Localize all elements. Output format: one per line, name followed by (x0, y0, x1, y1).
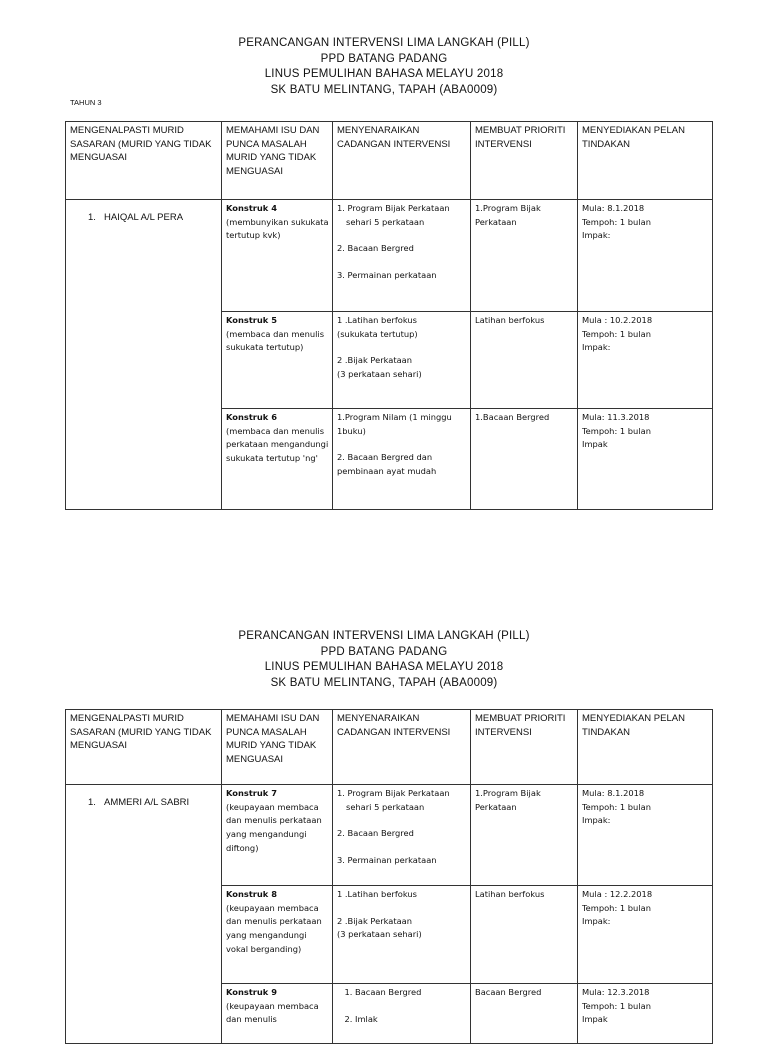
header-row (66, 122, 713, 200)
header-prioriti: MEMBUAT PRIORITI INTERVENSI (471, 122, 578, 200)
header-cadangan: MENYENARAIKAN CADANGAN INTERVENSI (333, 122, 471, 200)
cadangan-list (337, 986, 467, 1026)
header-isu: MEMAHAMI ISU DAN PUNCA MASALAH MURID YANG TIDAK MENGUASAI (222, 122, 333, 200)
cadangan-cell (333, 785, 471, 886)
cadangan-item: 3. Permainan perkataan (337, 855, 437, 866)
header-cadangan: MENYENARAIKAN CADANGAN INTERVENSI (333, 710, 471, 785)
pelan-impak: Impak: (582, 230, 611, 241)
konstruk-desc: (membaca dan menulis sukukata tertutup) (226, 328, 325, 353)
table-row (66, 200, 713, 312)
murid-number: 1. (88, 212, 96, 223)
pelan-cell (578, 785, 713, 886)
prioriti-cell: Latihan berfokus (471, 312, 578, 409)
cadangan-cell (333, 984, 471, 1044)
header-murid: MENGENALPASTI MURID SASARAN (MURID YANG TIDAK MENGUASAI (66, 122, 222, 200)
pelan-impak: Impak: (582, 815, 611, 826)
prioriti-cell: 1.Program Bijak Perkataan (471, 785, 578, 886)
konstruk-desc: (membaca dan menulis perkataan mengandungi sukukata tertutup 'ng' (226, 425, 329, 464)
pelan-mula: Mula: 11.3.2018 (582, 412, 650, 422)
pill-table-2 (65, 709, 713, 1044)
cadangan-item: 1.Program Nilam (1 minggu 1buku) (337, 412, 452, 436)
pelan-tempoh: Tempoh: 1 bulan (582, 1000, 651, 1011)
murid-cell (66, 785, 222, 1044)
konstruk-cell (222, 409, 333, 510)
konstruk-desc: (keupayaan membaca dan menulis perkataan yang mengandungi diftong) (226, 801, 322, 853)
konstruk-cell (222, 312, 333, 409)
title-line: PERANCANGAN INTERVENSI LIMA LANGKAH (PILL) (238, 37, 530, 49)
pelan-mula: Mula: 8.1.2018 (582, 203, 645, 213)
pelan-tempoh: Tempoh: 1 bulan (582, 216, 651, 227)
pelan-cell (578, 886, 713, 984)
cadangan-cell (333, 312, 471, 409)
cadangan-item: 2. Bacaan Bergred (337, 243, 414, 254)
cadangan-cell (333, 886, 471, 984)
pelan-impak: Impak (582, 1014, 608, 1025)
cadangan-item: 2. Imlak (355, 1013, 467, 1027)
konstruk-title: Konstruk 5 (226, 315, 277, 325)
prioriti-cell: 1.Program Bijak Perkataan (471, 200, 578, 312)
konstruk-cell (222, 200, 333, 312)
title-line: PPD BATANG PADANG (320, 52, 448, 65)
pill-table-1 (65, 121, 713, 510)
konstruk-cell (222, 984, 333, 1044)
header-isu: MEMAHAMI ISU DAN PUNCA MASALAH MURID YANG TIDAK MENGUASAI (222, 710, 333, 785)
konstruk-desc: (keupayaan membaca dan menulis perkataan yang mengandungi vokal berganding) (226, 902, 322, 954)
pelan-mula: Mula : 12.2.2018 (582, 889, 653, 899)
cadangan-item: (sukukata tertutup) (337, 328, 418, 339)
cadangan-item: 2 .Bijak Perkataan (337, 355, 413, 366)
cadangan-item: 1. Bacaan Bergred (355, 986, 467, 1000)
cadangan-cell (333, 409, 471, 510)
murid-name: HAIQAL A/L PERA (104, 212, 184, 223)
pelan-mula: Mula: 8.1.2018 (582, 788, 645, 798)
cadangan-item: 1. Program Bijak Perkataan (337, 203, 450, 213)
title-line: PPD BATANG PADANG (320, 645, 448, 658)
pelan-cell (578, 200, 713, 312)
murid-cell (66, 200, 222, 510)
pelan-impak: Impak: (582, 916, 611, 927)
konstruk-title: Konstruk 4 (226, 203, 277, 213)
title-line: SK BATU MELINTANG, TAPAH (ABA0009) (270, 676, 498, 689)
pelan-tempoh: Tempoh: 1 bulan (582, 801, 651, 812)
pelan-tempoh: Tempoh: 1 bulan (582, 425, 651, 436)
cadangan-item: 1. Program Bijak Perkataan (337, 788, 450, 798)
header-pelan: MENYEDIAKAN PELAN TINDAKAN (578, 122, 713, 200)
pelan-mula: Mula: 12.3.2018 (582, 987, 650, 997)
cadangan-item: 1 .Latihan berfokus (337, 889, 417, 899)
header-prioriti: MEMBUAT PRIORITI INTERVENSI (471, 710, 578, 785)
konstruk-title: Konstruk 7 (226, 788, 277, 798)
cadangan-item: 2 .Bijak Perkataan (337, 915, 413, 926)
document-title-1 (0, 36, 768, 98)
title-line: LINUS PEMULIHAN BAHASA MELAYU 2018 (264, 661, 504, 673)
cadangan-cell (333, 200, 471, 312)
konstruk-title: Konstruk 9 (226, 987, 277, 997)
cadangan-item: 2. Bacaan Bergred dan pembinaan ayat mudah (337, 452, 437, 477)
pelan-tempoh: Tempoh: 1 bulan (582, 328, 651, 339)
prioriti-cell: 1.Bacaan Bergred (471, 409, 578, 510)
cadangan-item: (3 perkataan sehari) (337, 369, 422, 380)
konstruk-title: Konstruk 8 (226, 889, 277, 899)
pelan-mula: Mula : 10.2.2018 (582, 315, 653, 325)
pelan-impak: Impak (582, 439, 608, 450)
header-pelan: MENYEDIAKAN PELAN TINDAKAN (578, 710, 713, 785)
cadangan-item: sehari 5 perkataan (346, 801, 425, 812)
pelan-impak: Impak: (582, 342, 611, 353)
prioriti-cell: Bacaan Bergred (471, 984, 578, 1044)
prioriti-cell: Latihan berfokus (471, 886, 578, 984)
tahun-label: TAHUN 3 (70, 98, 102, 107)
konstruk-desc: (keupayaan membaca dan menulis (226, 1000, 319, 1025)
title-line: PERANCANGAN INTERVENSI LIMA LANGKAH (PILL) (238, 630, 530, 642)
konstruk-cell (222, 886, 333, 984)
murid-number: 1. (88, 797, 96, 808)
title-line: LINUS PEMULIHAN BAHASA MELAYU 2018 (264, 68, 504, 80)
konstruk-cell (222, 785, 333, 886)
pelan-cell (578, 984, 713, 1044)
pelan-cell (578, 409, 713, 510)
header-murid: MENGENALPASTI MURID SASARAN (MURID YANG TIDAK MENGUASAI (66, 710, 222, 785)
konstruk-desc: (membunyikan sukukata tertutup kvk) (226, 216, 329, 241)
pelan-cell (578, 312, 713, 409)
document-title-2 (0, 629, 768, 691)
murid-name: AMMERI A/L SABRI (104, 797, 190, 808)
header-row (66, 710, 713, 785)
title-line: SK BATU MELINTANG, TAPAH (ABA0009) (270, 83, 498, 96)
cadangan-item: (3 perkataan sehari) (337, 929, 422, 940)
konstruk-title: Konstruk 6 (226, 412, 277, 422)
cadangan-item: 1 .Latihan berfokus (337, 315, 417, 325)
pelan-tempoh: Tempoh: 1 bulan (582, 902, 651, 913)
table-row (66, 785, 713, 886)
cadangan-item: sehari 5 perkataan (346, 216, 425, 227)
cadangan-item: 2. Bacaan Bergred (337, 828, 414, 839)
cadangan-item: 3. Permainan perkataan (337, 270, 437, 281)
